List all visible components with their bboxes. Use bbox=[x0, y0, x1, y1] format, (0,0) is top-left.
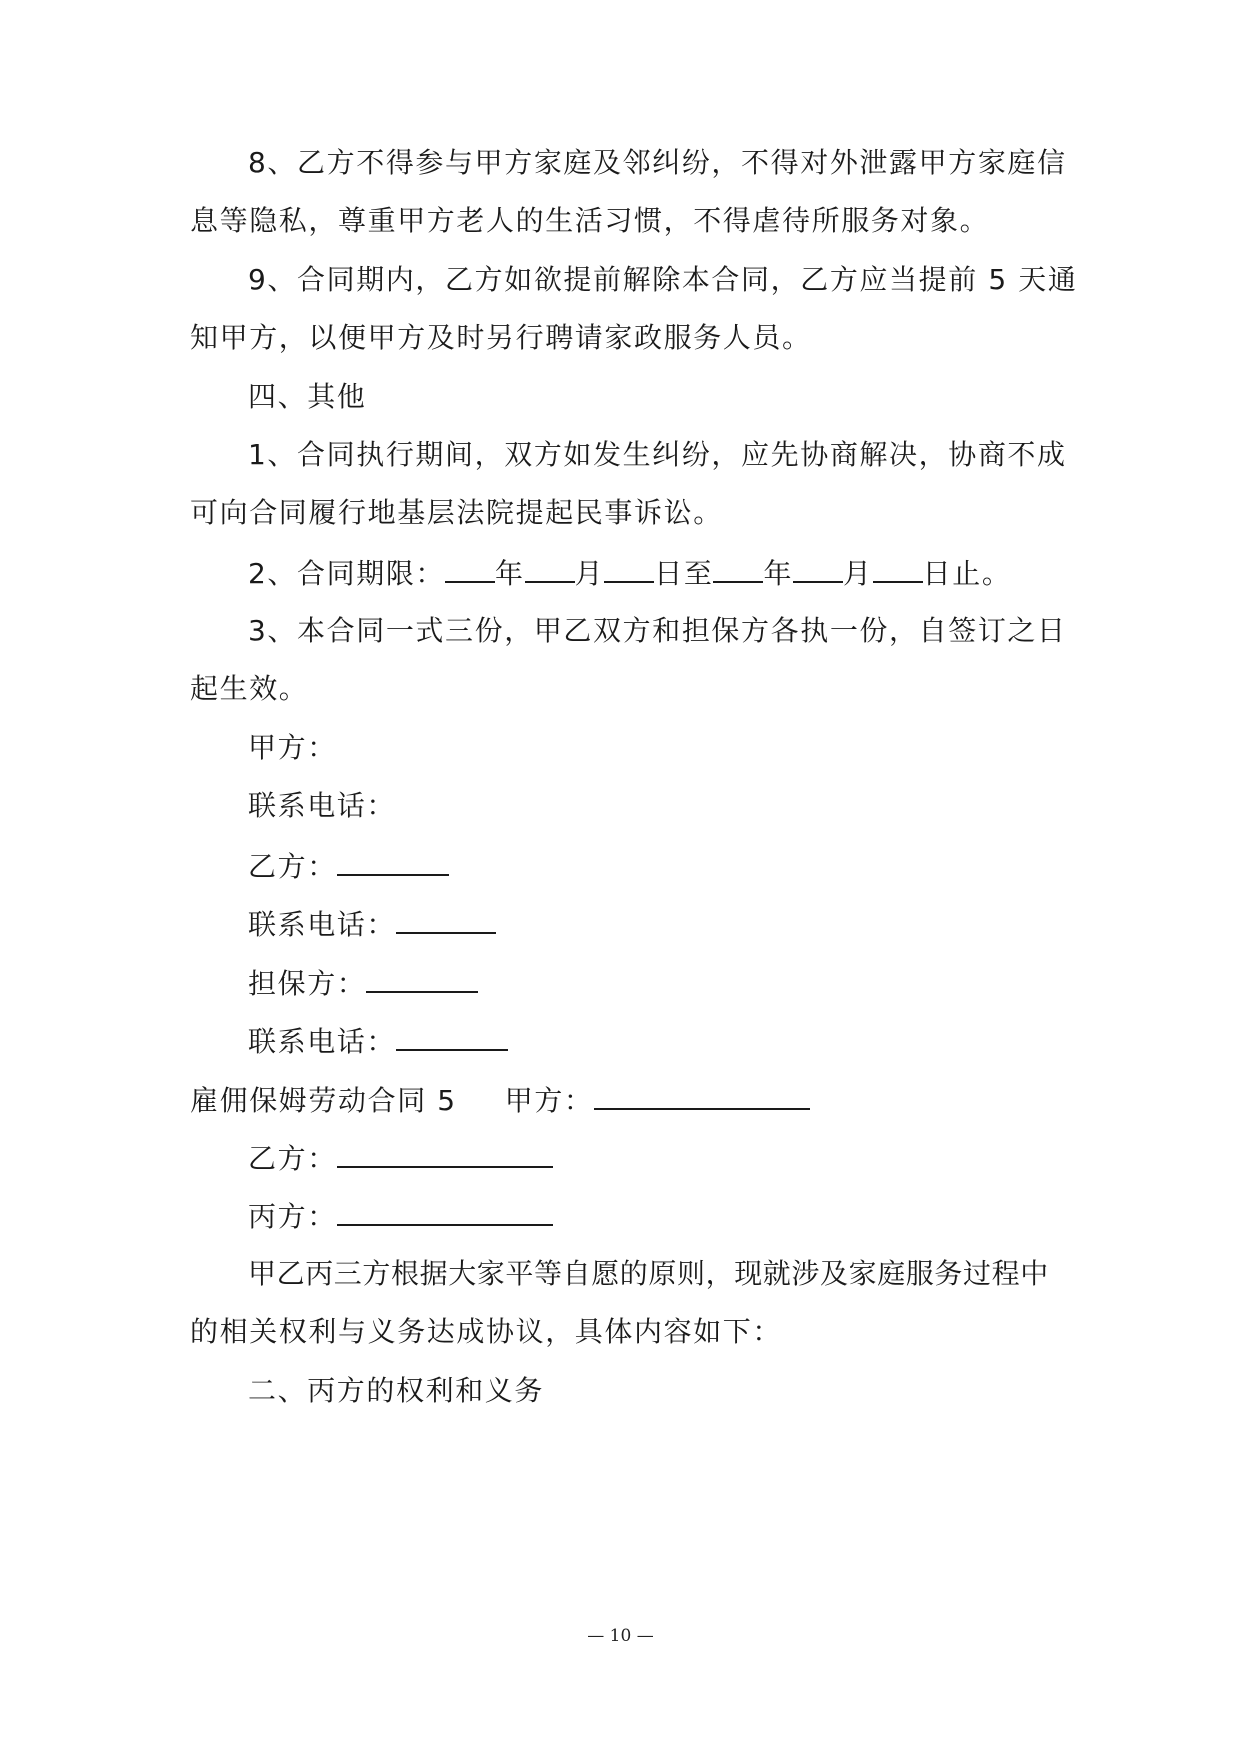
page-number: — 10 — bbox=[587, 1626, 654, 1646]
month-label: 月 bbox=[843, 557, 873, 590]
clause-9-line-2: 知甲方，以便甲方及时另行聘请家政服务人员。 bbox=[190, 321, 812, 354]
party-a-label: 甲方： bbox=[248, 731, 337, 764]
contract-5-party-a-blank bbox=[594, 1082, 810, 1110]
clause-8-line-1: 8、乙方不得参与甲方家庭及邻纠纷，不得对外泄露甲方家庭信 bbox=[248, 146, 1067, 179]
party-b-phone-blank bbox=[396, 906, 496, 934]
contract-5-party-b bbox=[248, 1140, 1118, 1176]
party-a-phone-label: 联系电话： bbox=[248, 789, 397, 822]
party-b-phone bbox=[248, 906, 1118, 942]
guarantor-phone-label: 联系电话： bbox=[248, 1025, 397, 1058]
contract-5-party-c bbox=[248, 1198, 1118, 1234]
other-clause-1-line-2: 可向合同履行地基层法院提起民事诉讼。 bbox=[190, 496, 723, 529]
guarantor-label: 担保方： bbox=[248, 967, 367, 1000]
contract-5-title: 雇佣保姆劳动合同 5 bbox=[190, 1084, 457, 1117]
year-label: 年 bbox=[495, 557, 525, 590]
contract-5-title-row bbox=[190, 1082, 1060, 1118]
other-clause-2-term bbox=[248, 555, 1118, 591]
contract-5-party-b-label: 乙方： bbox=[248, 1142, 337, 1175]
other-clause-3-line-2: 起生效。 bbox=[190, 672, 309, 705]
contract-5-intro-line-2: 的相关权利与义务达成协议，具体内容如下： bbox=[190, 1315, 783, 1348]
guarantor-phone-blank bbox=[396, 1023, 508, 1051]
end-year-blank bbox=[713, 555, 763, 583]
month-label: 月 bbox=[574, 557, 605, 590]
party-b-label: 乙方： bbox=[248, 850, 337, 883]
term-prefix: 2、合同期限： bbox=[248, 557, 446, 590]
clause-9-line-1: 9、合同期内，乙方如欲提前解除本合同，乙方应当提前 5 天通 bbox=[248, 263, 1078, 296]
contract-5-party-c-label: 丙方： bbox=[248, 1200, 337, 1233]
contract-5-intro-line-1: 甲乙丙三方根据大家平等自愿的原则，现就涉及家庭服务过程中 bbox=[248, 1257, 1049, 1290]
other-clause-1-line-1: 1、合同执行期间，双方如发生纠纷，应先协商解决，协商不成 bbox=[248, 438, 1067, 471]
end-day-blank bbox=[873, 555, 923, 583]
guarantor-blank bbox=[366, 965, 478, 993]
guarantor-phone bbox=[248, 1023, 1118, 1059]
year-label: 年 bbox=[763, 557, 794, 590]
section-heading-party-c-rights: 二、丙方的权利和义务 bbox=[248, 1374, 545, 1407]
start-day-blank bbox=[604, 555, 654, 583]
party-b-phone-label: 联系电话： bbox=[248, 908, 397, 941]
party-b-blank bbox=[337, 848, 449, 876]
clause-8-line-2: 息等隐私，尊重甲方老人的生活习惯，不得虐待所服务对象。 bbox=[190, 204, 990, 237]
contract-5-party-c-blank bbox=[337, 1198, 553, 1226]
section-heading-other: 四、其他 bbox=[248, 380, 367, 413]
end-month-blank bbox=[793, 555, 843, 583]
day-to-label: 日至 bbox=[654, 557, 714, 590]
start-month-blank bbox=[525, 555, 575, 583]
start-year-blank bbox=[445, 555, 495, 583]
contract-5-party-a-label: 甲方： bbox=[504, 1084, 594, 1117]
contract-5-party-b-blank bbox=[337, 1140, 553, 1168]
day-end-label: 日止。 bbox=[922, 557, 1012, 590]
guarantor-signature bbox=[248, 965, 1118, 1001]
other-clause-3-line-1: 3、本合同一式三份，甲乙双方和担保方各执一份，自签订之日 bbox=[248, 614, 1067, 647]
party-b-signature bbox=[248, 848, 1118, 884]
